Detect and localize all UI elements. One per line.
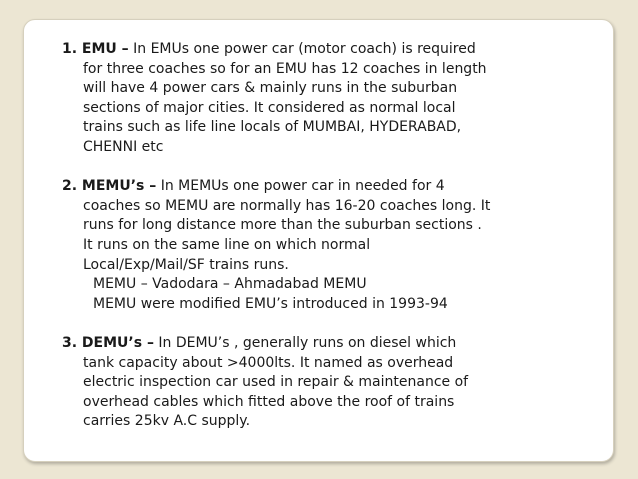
list-item-memu [62, 177, 602, 314]
item-text: MEMU – Vadodara – Ahmadabad MEMU [93, 276, 367, 293]
item-heading: 1. EMU – [62, 41, 129, 57]
item-first-line [62, 40, 602, 60]
item-heading: 2. MEMU’s – [62, 178, 157, 195]
item-text: Local/Exp/Mail/SF trains runs. [83, 256, 289, 273]
item-text: trains such as life line locals of MUMBAI, HYDERABAD, [83, 119, 462, 136]
item-first-line [62, 177, 602, 197]
item-text: MEMU were modified EMU’s introduced in 1993-94 [93, 295, 448, 312]
item-text: In MEMUs one power car in needed for 4 [156, 178, 445, 195]
item-text: electric inspection car used in repair & maintenance of [83, 374, 469, 391]
item-text: In EMUs one power car (motor coach) is required [128, 41, 476, 57]
item-text: overhead cables which fitted above the roof of trains [83, 393, 455, 410]
item-text: carries 25kv A.C supply. [83, 413, 251, 430]
list-item-demu [62, 334, 602, 432]
list-item-emu [62, 40, 602, 158]
item-text: sections of major cities. It considered as normal local [83, 99, 456, 116]
item-text: CHENNI etc [83, 138, 164, 155]
item-text: for three coaches so for an EMU has 12 coaches in length [83, 60, 487, 77]
item-text: In DEMU’s , generally runs on diesel which [153, 334, 457, 351]
item-text: It runs on the same line on which normal [83, 236, 371, 253]
item-first-line [62, 334, 602, 354]
item-text: will have 4 power cars & mainly runs in the suburban [83, 80, 458, 97]
item-text: tank capacity about >4000lts. It named as overhead [83, 354, 454, 371]
item-text: coaches so MEMU are normally has 16-20 coaches long. It [83, 197, 491, 214]
slide-content [62, 40, 602, 432]
item-heading: 3. DEMU’s – [62, 334, 154, 351]
item-text: runs for long distance more than the suburban sections . [83, 217, 482, 234]
